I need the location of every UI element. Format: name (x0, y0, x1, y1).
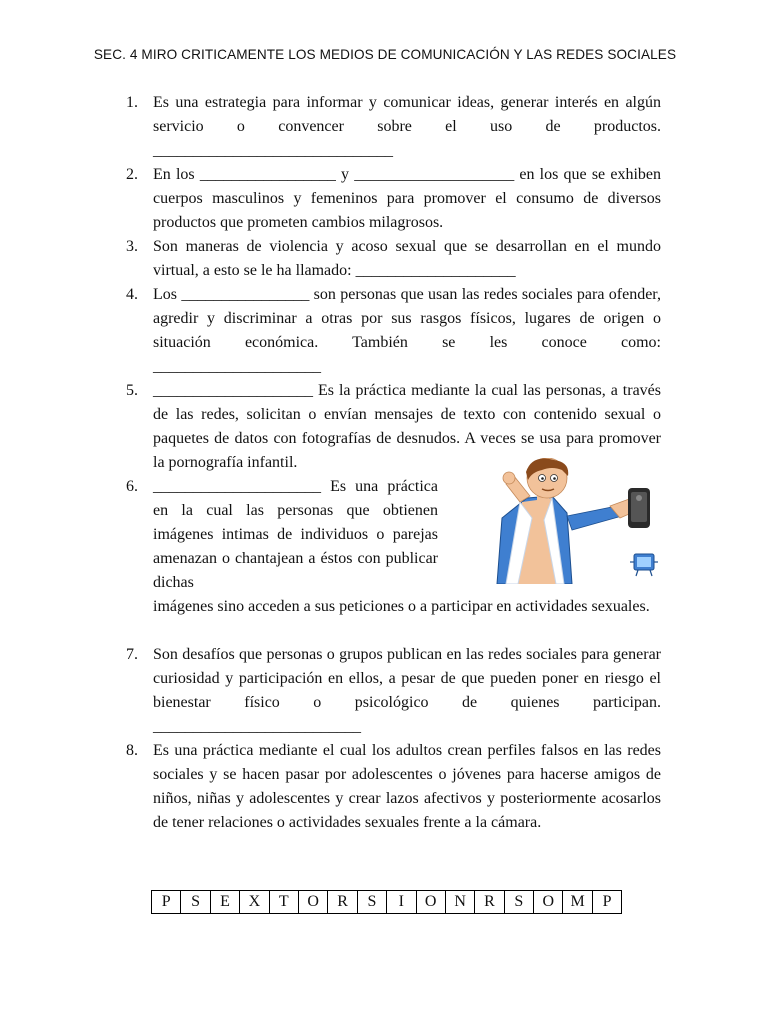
letter-cell: P (592, 891, 621, 914)
answer-blank: _____________________ (153, 358, 321, 375)
page-title: SEC. 4 MIRO CRITICAMENTE LOS MEDIOS DE COMUNICACIÓN Y LAS REDES SOCIALES (93, 47, 677, 62)
question-text: En los _________________ y ____________________ en los que se exhiben cuerpos masculinos y femeninos para promover el consumo de diversos productos que prometen cambios milagrosos. (153, 166, 661, 231)
question-number: 7. (126, 646, 138, 663)
question-text: Son desafíos que personas o grupos publican en las redes sociales para generar curiosidad y participación en ellos, a pesar de que pueden poner en riesgo el bienestar físico o psicológico de quienes participan. (153, 646, 661, 711)
letter-cell: M (563, 891, 592, 914)
letter-cell: N (445, 891, 474, 914)
question-number: 6. (126, 478, 138, 495)
letter-cell: S (504, 891, 533, 914)
letter-cell: T (269, 891, 298, 914)
letter-cell: R (475, 891, 504, 914)
letter-cell: S (357, 891, 386, 914)
question-text: Los ________________ son personas que usan las redes sociales para ofender, agredir y discriminar a otras por sus rasgos físicos, lugares de origen o situación económica. También se les conoce como: (153, 286, 661, 351)
letter-cell: O (416, 891, 445, 914)
question-number: 4. (126, 286, 138, 303)
question-number: 3. (126, 238, 138, 255)
question-text: Es una estrategia para informar y comunicar ideas, generar interés en algún servicio o convencer sobre el uso de productos. (153, 94, 661, 135)
question-text: Son maneras de violencia y acoso sexual que se desarrollan en el mundo virtual, a esto se le ha llamado: ____________________ (153, 238, 661, 279)
question-text: _____________________ Es una práctica en la cual las personas que obtienen imágenes intimas de individuos o parejas amenazan o chantajean a éstos con publicar dichas (153, 478, 438, 591)
selfie-illustration (492, 458, 664, 584)
letter-cell: E (210, 891, 239, 914)
letter-cell: P (152, 891, 181, 914)
letter-cell: O (298, 891, 327, 914)
question-number: 2. (126, 166, 138, 183)
letter-cell: S (181, 891, 210, 914)
question-4 (126, 283, 661, 379)
question-number: 8. (126, 742, 138, 759)
question-text: Es una práctica mediante el cual los adultos crean perfiles falsos en las redes sociales y se hacen pasar por adolescentes o jóvenes para hacerse amigos de niños, niñas y adolescentes y crear lazos afectivos y posteriormente acosarlos de tener relaciones o actividades sexuales frente a la cámara. (153, 742, 661, 831)
letter-row (152, 891, 622, 914)
question-8 (126, 739, 661, 835)
letter-cell: R (328, 891, 357, 914)
question-number: 5. (126, 382, 138, 399)
question-text: ____________________ Es la práctica mediante la cual las personas, a través de las redes, solicitan o envían mensajes de texto con contenido sexual o paquetes de datos con fotografías de desnudos. A veces se usa para promover la pornografía infantil. (153, 382, 661, 471)
answer-blank: __________________________ (153, 718, 361, 735)
question-1 (126, 91, 661, 163)
letter-cell: O (534, 891, 563, 914)
letter-cell: I (387, 891, 416, 914)
question-2 (126, 163, 661, 235)
question-7 (126, 643, 661, 739)
letter-cell: X (240, 891, 269, 914)
question-3 (126, 235, 661, 283)
letter-grid (151, 890, 622, 914)
question-text-continued: imágenes sino acceden a sus peticiones o a participar en actividades sexuales. (153, 598, 650, 615)
question-number: 1. (126, 94, 138, 111)
answer-blank: ______________________________ (153, 142, 393, 159)
